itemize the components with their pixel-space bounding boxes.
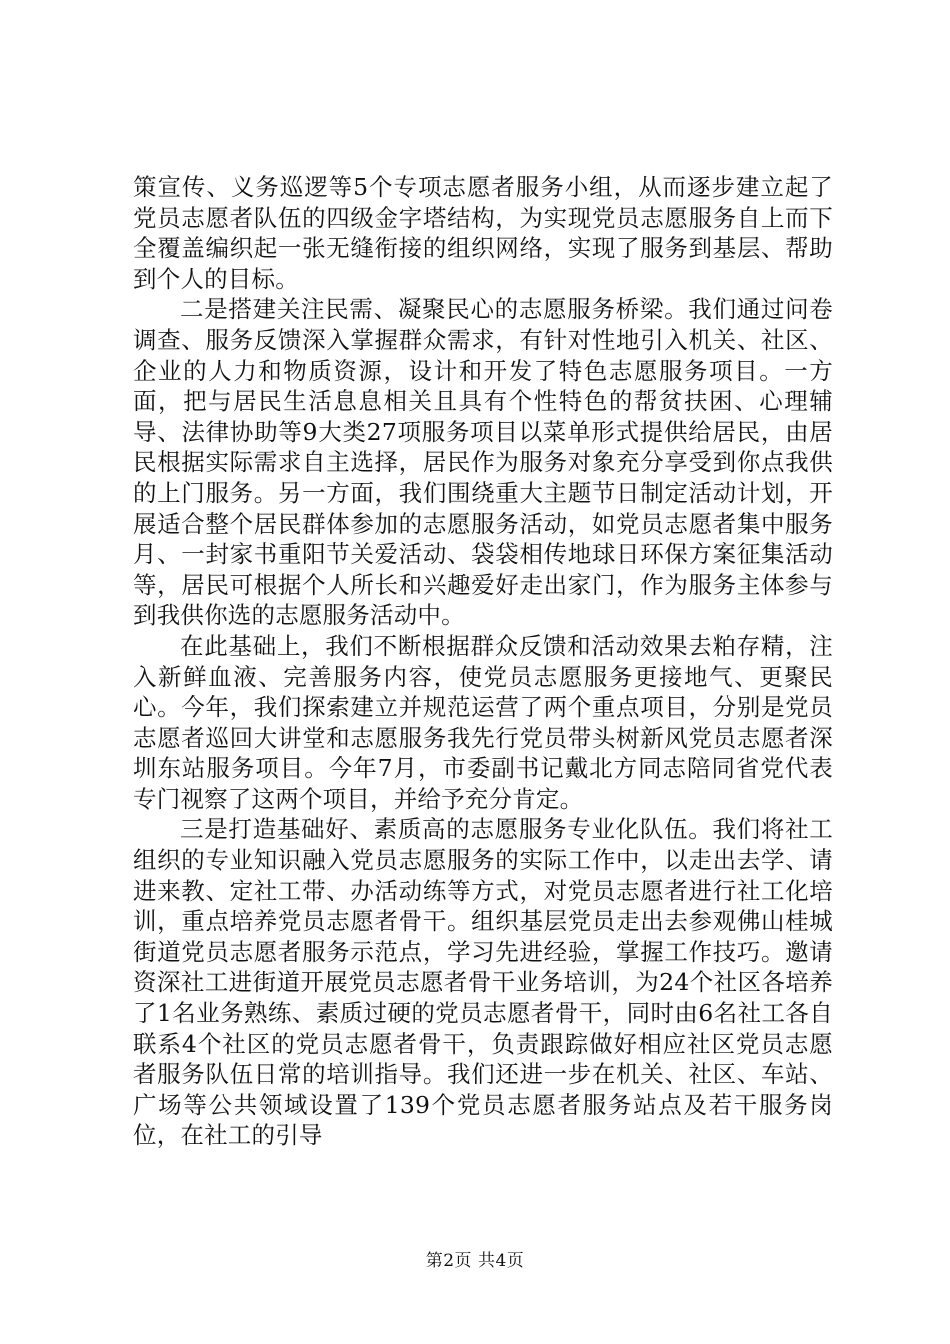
paragraph-2: 二是搭建关注民需、凝聚民心的志愿服务桥梁。我们通过问卷调查、服务反馈深入掌握群众需求，有针对性地引入机关、社区、企业的人力和物质资源，设计和开发了特色志愿服务项目。一方面，把与居民生活息息相关且具有个性特色的帮贫扶困、心理辅导、法律协助等9大类27项服务项目以菜单形式提供给居民，由居民根据实际需求自主选择，居民作为服务对象充分享受到你点我供的上门服务。另一方面，我们围绕重大主题节日制定活动计划，开展适合整个居民群体参加的志愿服务活动，如党员志愿者集中服务月、一封家书重阳节关爱活动、袋袋相传地球日环保方案征集活动等，居民可根据个人所长和兴趣爱好走出家门，作为服务主体参与到我供你选的志愿服务活动中。	[133, 295, 833, 630]
paragraph-1: 策宣传、义务巡逻等5个专项志愿者服务小组，从而逐步建立起了党员志愿者队伍的四级金字塔结构，为实现党员志愿服务自上而下全覆盖编织起一张无缝衔接的组织网络，实现了服务到基层、帮助到个人的目标。	[133, 173, 833, 293]
paragraph-4: 三是打造基础好、素质高的志愿服务专业化队伍。我们将社工组织的专业知识融入党员志愿服务的实际工作中，以走出去学、请进来教、定社工带、办活动练等方式，对党员志愿者进行社工化培训，重点培养党员志愿者骨干。组织基层党员走出去参观佛山桂城街道党员志愿者服务示范点，学习先进经验，掌握工作技巧。邀请资深社工进街道开展党员志愿者骨干业务培训，为24个社区各培养了1名业务熟练、素质过硬的党员志愿者骨干，同时由6名社工各自联系4个社区的党员志愿者骨干，负责跟踪做好相应社区党员志愿者服务队伍日常的培训指导。我们还进一步在机关、社区、车站、广场等公共领域设置了139个党员志愿者服务站点及若干服务岗位，在社工的引导	[133, 815, 833, 1150]
paragraph-3: 在此基础上，我们不断根据群众反馈和活动效果去粕存精，注入新鲜血液、完善服务内容，使党员志愿服务更接地气、更聚民心。今年，我们探索建立并规范运营了两个重点项目，分别是党员志愿者巡回大讲堂和志愿服务我先行党员带头树新风党员志愿者深圳东站服务项目。今年7月，市委副书记戴北方同志陪同省党代表专门视察了这两个项目，并给予充分肯定。	[133, 631, 833, 813]
document-body	[133, 172, 833, 1151]
page-footer: 第2页 共4页	[425, 1251, 525, 1271]
